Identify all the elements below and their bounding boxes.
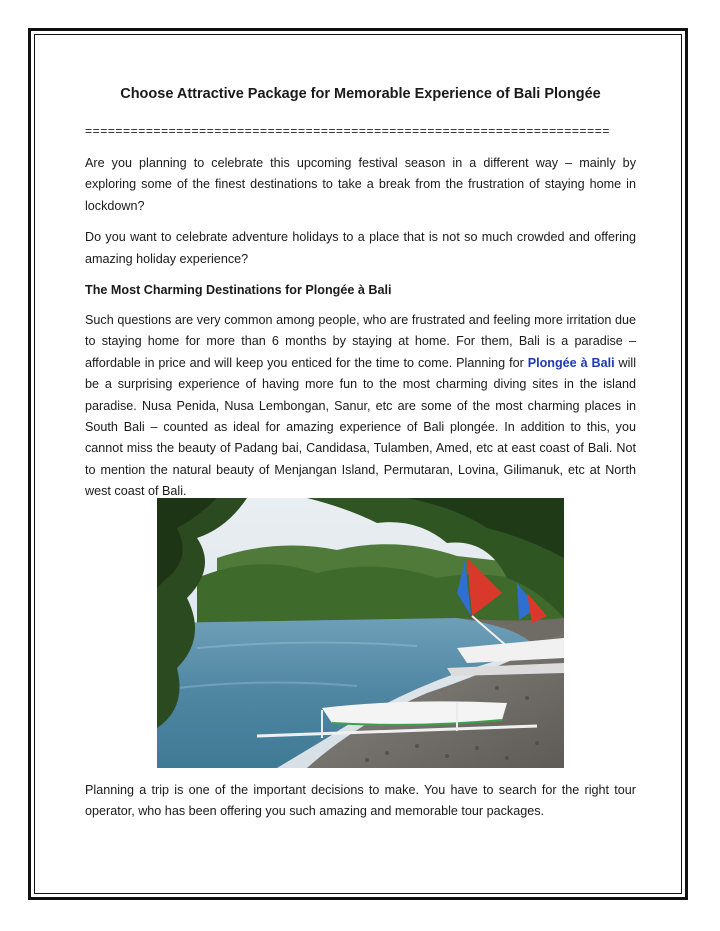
beach-scene-illustration [157,498,564,768]
paragraph-text-start: Such questions are very common among people, who are frustrated and feeling more irritation due to staying home for more than 6 months by staying at home. For them, Bali is a paradise – affordable in price and will keep you enticed for the time to come. Planning for [85,313,636,370]
document-body [85,84,636,503]
paragraph-intro: Are you planning to celebrate this upcoming festival season in a different way – mainly by exploring some of the finest destinations to take a break from the frustration of staying home in lockdown? [85,156,636,213]
paragraph-closing: Planning a trip is one of the important decisions to make. You have to search for the right tour operator, who has been offering you such amazing and memorable tour packages. [85,783,636,819]
divider-line: ===================================================================== [85,124,610,138]
page-title: Choose Attractive Package for Memorable Experience of Bali Plongée [120,86,601,102]
beach-boats-photo [157,498,564,768]
paragraph-text-end: will be a surprising experience of having more fun to the most charming diving sites in the island paradise. Nusa Penida, Nusa Lembongan, Sanur, etc are some of the most charming places in South Bali – counted as ideal for amazing experience of Bali plongée. In addition to this, you cannot miss the beauty of Padang bai, Candidasa, Tulamben, Amed, etc at east coast of Bali. Not to mention the natural beauty of Menjangan Island, Permutaran, Lovina, Gilimanuk, etc at North west coast of Bali. [85,355,636,499]
plongee-bali-link[interactable]: Plongée à Bali [527,355,615,370]
section-heading: The Most Charming Destinations for Plongée à Bali [85,283,392,298]
paragraph-question: Do you want to celebrate adventure holidays to a place that is not so much crowded and offering amazing holiday experience? [85,230,636,266]
paragraph-destinations [85,310,636,503]
